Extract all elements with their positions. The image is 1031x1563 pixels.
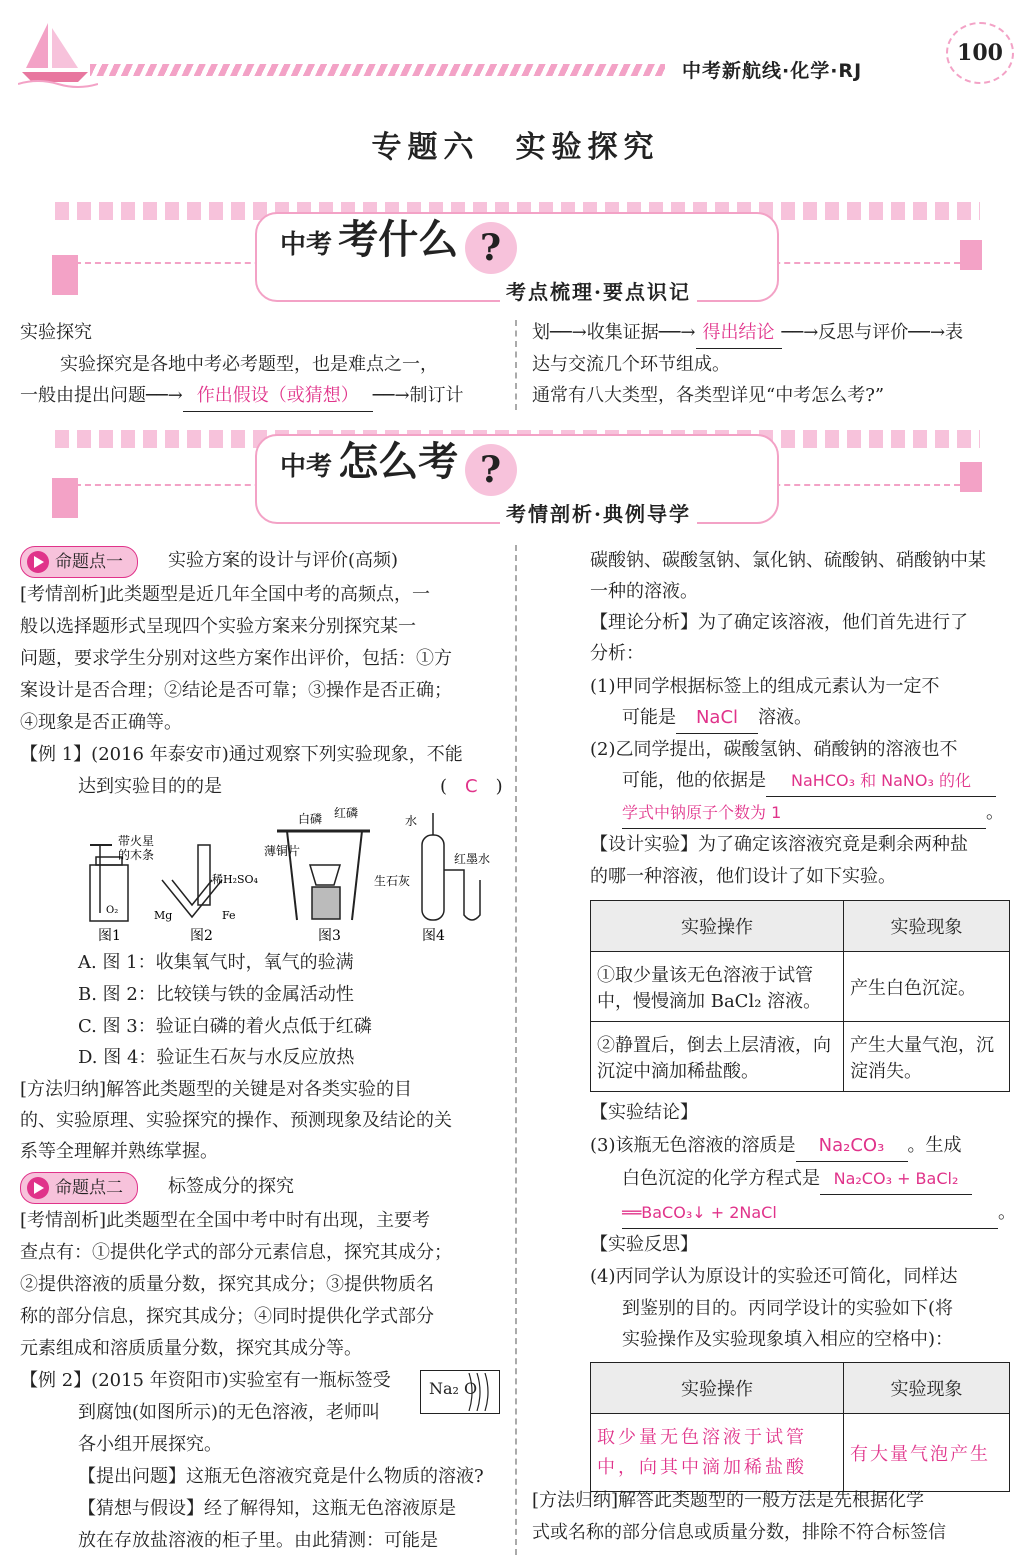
point1-analysis-3: 案设计是否合理；②结论是否可靠；③操作是否正确； [20, 680, 452, 701]
example2-line5: 放在存放盐溶液的柜子里。由此猜测：可能是 [78, 1530, 438, 1551]
q2-line2: 可能，他的依据是 NaHCO₃ 和 NaNO₃ 的化 [622, 766, 996, 797]
point1-analysis-4: ④现象是否正确等。 [20, 712, 182, 733]
svg-text:O₂: O₂ [106, 905, 119, 916]
example1-line1: 【例 1】(2016 年泰安市)通过观察下列实验现象，不能 [20, 744, 463, 765]
svg-text:白磷: 白磷 [298, 812, 323, 826]
svg-text:稀H₂SO₄: 稀H₂SO₄ [212, 873, 258, 886]
sailboat-logo-icon [18, 18, 98, 88]
q4-line3: 实验操作及实验现象填入相应的空格中)： [622, 1329, 954, 1350]
banner2-right-block [960, 462, 982, 492]
option-c: C. 图 3：验证白磷的着火点低于红磷 [78, 1016, 372, 1037]
table1-cell: ②静置后，倒去上层清液，向沉淀中滴加稀盐酸。 [591, 1022, 844, 1092]
point2-analysis-0: [考情剖析]此类题型在全国中考中时有出现，主要考 [20, 1210, 431, 1231]
table2-header-phen: 实验现象 [844, 1363, 1010, 1414]
q4-line2: 到鉴别的目的。丙同学设计的实验如下(将 [622, 1298, 954, 1319]
table2-header-op: 实验操作 [591, 1363, 844, 1414]
svg-text:的木条: 的木条 [118, 848, 155, 862]
q3-line3: ══BaCO₃↓ + 2NaCl 。 [622, 1198, 1016, 1229]
banner2-subtitle: 考情剖析·典例导学 [500, 498, 697, 527]
svg-text:Mg: Mg [154, 909, 173, 922]
tag-point1: 命题点一 [20, 546, 138, 578]
page-title: 专题六 实验探究 [371, 130, 660, 165]
point2-title: 标签成分的探究 [168, 1176, 294, 1197]
table1-cell: ①取少量该无色溶液于试管中，慢慢滴加 BaCl₂ 溶液。 [591, 952, 844, 1022]
point2-analysis-2: ②提供溶液的质量分数，探究其成分；③提供物质名 [20, 1274, 434, 1295]
corroded-label: Na₂ O [420, 1370, 500, 1414]
intro-line1: 实验探究是各地中考必考题型，也是难点之一， [60, 354, 438, 375]
table1-cell: 产生大量气泡，沉淀消失。 [844, 1022, 1010, 1092]
banner1-subtitle: 考点梳理·要点识记 [500, 276, 697, 305]
design-line2: 的哪一种溶液，他们设计了如下实验。 [590, 866, 896, 887]
svg-text:图2: 图2 [190, 928, 213, 944]
intro-heading: 实验探究 [20, 322, 92, 343]
svg-text:生石灰: 生石灰 [374, 874, 411, 888]
right-line2: 一种的溶液。 [590, 581, 698, 602]
conclusion-heading: 【实验结论】 [590, 1102, 698, 1123]
header-stripe [90, 64, 665, 76]
svg-text:红墨水: 红墨水 [454, 852, 491, 866]
point1-method-0: [方法归纳]解答此类题型的关键是对各类实验的目 [20, 1079, 413, 1100]
experiment-table-2 [590, 1362, 1010, 1492]
q2-line1: (2)乙同学提出，碳酸氢钠、硝酸钠的溶液也不 [590, 739, 958, 760]
point1-analysis-2: 问题，要求学生分别对这些方案作出评价，包括：①方 [20, 648, 452, 669]
q2-line3: 学式中钠原子个数为 1 。 [622, 798, 1004, 829]
q3-line2: 白色沉淀的化学方程式是 Na₂CO₃ + BaCl₂ [622, 1164, 972, 1195]
intro-right2: 达与交流几个环节组成。 [532, 354, 730, 375]
point1-method-1: 的、实验原理、实验探究的操作、预测现象及结论的关 [20, 1110, 452, 1131]
svg-text:图3: 图3 [318, 928, 341, 944]
intro-right1: 划──→收集证据──→ 得出结论 ──→反思与评价──→表 [532, 318, 963, 349]
svg-text:带火星: 带火星 [118, 834, 155, 848]
page-number: 100 [946, 22, 1014, 84]
answer-equation-2: ══BaCO₃↓ + 2NaCl [622, 1198, 998, 1229]
theory-line1: 【理论分析】为了确定该溶液，他们首先进行了 [590, 612, 968, 633]
table2-answer-op: 取少量无色溶液于试管 中，向其中滴加稀盐酸 [591, 1414, 844, 1492]
table1-header-op: 实验操作 [591, 901, 844, 952]
tag-point2: 命题点二 [20, 1172, 138, 1204]
point2-analysis-3: 称的部分信息，探究其成分；④同时提供化学式部分 [20, 1306, 434, 1327]
answer-equation-1: Na₂CO₃ + BaCl₂ [820, 1164, 972, 1195]
q1-line2: 可能是 NaCl 溶液。 [622, 703, 812, 734]
example2-line0: 【例 2】(2015 年资阳市)实验室有一瓶标签受 [20, 1370, 391, 1391]
option-b: B. 图 2：比较镁与铁的金属活动性 [78, 984, 354, 1005]
table1-cell: 产生白色沉淀。 [844, 952, 1010, 1022]
answer-reason-2: 学式中钠原子个数为 1 [622, 798, 986, 829]
banner1-right-block [960, 240, 982, 270]
point2-analysis-4: 元素组成和溶质质量分数，探究其成分等。 [20, 1338, 362, 1359]
corrosion-icon [465, 1373, 497, 1411]
answer-conclusion: 得出结论 [696, 318, 782, 349]
column-divider [515, 545, 517, 1555]
point2-method-1: [方法归纳]解答此类题型的一般方法是先根据化学 [532, 1490, 925, 1511]
column-divider-top [515, 320, 517, 410]
example2-line2: 各小组开展探究。 [78, 1434, 222, 1455]
example2-line4: 【猜想与假设】经了解得知，这瓶无色溶液原是 [78, 1498, 456, 1519]
table1-header-phen: 实验现象 [844, 901, 1010, 952]
svg-text:图4: 图4 [422, 928, 445, 944]
right-line1: 碳酸钠、碳酸氢钠、氯化钠、硫酸钠、硝酸钠中某 [590, 550, 986, 571]
answer-nacl: NaCl [676, 703, 758, 734]
design-line1: 【设计实验】为了确定该溶液究竟是剩余两种盐 [590, 834, 968, 855]
option-a: A. 图 1：收集氧气时，氧气的验满 [78, 952, 354, 973]
q4-line1: (4)丙同学认为原设计的实验还可简化，同样达 [590, 1266, 958, 1287]
example2-line3: 【提出问题】这瓶无色溶液究竟是什么物质的溶液? [78, 1466, 484, 1487]
answer-hypothesis: 作出假设（或猜想） [183, 381, 373, 412]
point1-analysis-1: 般以选择题形式呈现四个实验方案来分别探究某一 [20, 616, 416, 637]
svg-text:水: 水 [405, 814, 418, 828]
test-tube-u-tube-icon [422, 813, 480, 920]
example1-answer: ( C ) [440, 776, 503, 797]
option-d: D. 图 4：验证生石灰与水反应放热 [78, 1047, 355, 1068]
example2-line1: 到腐蚀(如图所示)的无色溶液，老师叫 [78, 1402, 381, 1423]
q3-line1: (3)该瓶无色溶液的溶质是 Na₂CO₃ 。生成 [590, 1131, 962, 1162]
svg-text:Fe: Fe [222, 909, 236, 922]
reflection-heading: 【实验反思】 [590, 1234, 698, 1255]
table2-answer-phen: 有大量气泡产生 [844, 1414, 1010, 1492]
example1-line2: 达到实验目的的是 [78, 776, 222, 797]
banner1-title: 中考 考什么 ? [280, 208, 517, 274]
banner2-title: 中考 怎么考 ? [280, 430, 517, 496]
point1-analysis-0: [考情剖析]此类题型是近几年全国中考的高频点，一 [20, 584, 431, 605]
q1-line1: (1)甲同学根据标签上的组成元素认为一定不 [590, 676, 940, 697]
experiment-figure [72, 805, 512, 955]
point2-analysis-1: 查点有：①提供化学式的部分元素信息，探究其成分； [20, 1242, 452, 1263]
point1-method-2: 系等全理解并熟练掌握。 [20, 1141, 218, 1162]
answer-solute: Na₂CO₃ [796, 1131, 908, 1162]
svg-text:薄铜片: 薄铜片 [264, 844, 301, 858]
experiment-table-1 [590, 900, 1010, 1092]
point1-title: 实验方案的设计与评价(高频) [168, 550, 399, 571]
intro-line2: 一般由提出问题──→ 作出假设（或猜想） ──→制订计 [20, 381, 464, 412]
series-title: 中考新航线·化学·RJ [682, 60, 863, 82]
intro-right3: 通常有八大类型，各类型详见“中考怎么考?” [532, 385, 885, 406]
svg-text:红磷: 红磷 [334, 806, 359, 820]
svg-text:图1: 图1 [98, 928, 121, 944]
answer-reason-1: NaHCO₃ 和 NaNO₃ 的化 [766, 766, 996, 797]
theory-line2: 分析： [590, 643, 644, 664]
point2-method-2: 式或名称的部分信息或质量分数，排除不符合标签信 [532, 1522, 946, 1543]
banner1-left-block [52, 255, 78, 295]
